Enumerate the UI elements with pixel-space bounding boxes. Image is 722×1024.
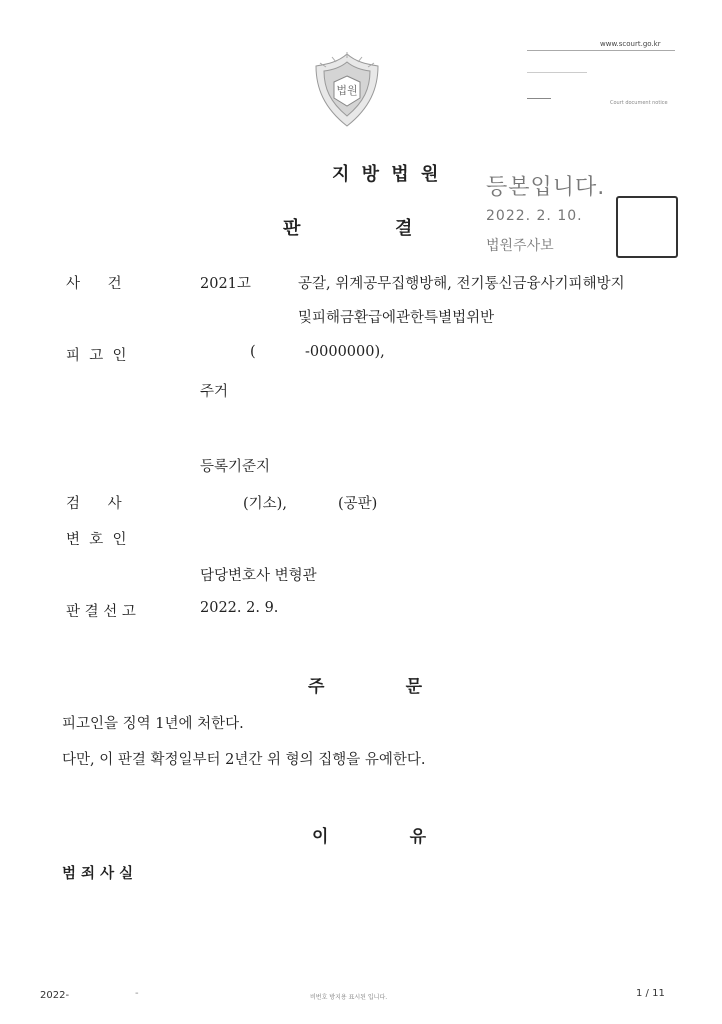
case-label: 사 건 — [66, 276, 122, 292]
court-emblem — [308, 48, 386, 132]
defendant-registry-label: 등록기준지 — [200, 459, 271, 475]
doc-title-left: 판 — [283, 218, 303, 239]
header-rule-1 — [527, 50, 675, 51]
court-emblem-icon — [308, 48, 386, 132]
prosecutor-role1: (기소), — [243, 496, 287, 512]
court-name: 지 방 법 원 — [332, 164, 442, 185]
footer-page: 1 / 11 — [636, 988, 665, 999]
defendant-id: -0000000), — [305, 344, 385, 360]
order-line2: 다만, 이 판결 확정일부터 2년간 위 형의 집행을 유예한다. — [62, 752, 426, 768]
case-number: 2021고 — [200, 276, 251, 292]
facts-heading: 범 죄 사 실 — [62, 865, 134, 882]
website-url: www.scourt.go.kr — [600, 40, 661, 48]
sentence-date-value: 2022. 2. 9. — [200, 600, 279, 616]
certification-seal-box — [616, 196, 678, 258]
order-heading: 주 문 — [308, 677, 425, 697]
footer-doc-number: 2022- — [40, 990, 70, 1001]
case-charges-line1: 공갈, 위계공무집행방해, 전기통신금융사기피해방지 — [298, 276, 625, 292]
order-line1: 피고인을 징역 1년에 처한다. — [62, 716, 244, 732]
header-rule-3 — [527, 98, 551, 99]
case-charges-line2: 및피해금환급에관한특별법위반 — [298, 310, 495, 326]
emblem-seal-text: 법원 — [336, 84, 358, 97]
header-rule-2 — [527, 72, 587, 73]
certification-officer: 법원주사보 — [486, 238, 554, 254]
reason-heading: 이 유 — [312, 827, 429, 847]
certification-date: 2022. 2. 10. — [486, 208, 583, 224]
footer-center-note: 비번호 방지용 표시된 입니다. — [310, 994, 388, 1001]
header-notice: Court document notice — [610, 100, 668, 106]
certification-title: 등본입니다. — [486, 175, 606, 200]
defendant-label: 피 고 인 — [66, 348, 127, 364]
defendant-address-label: 주거 — [200, 384, 229, 400]
sentence-date-label: 판 결 선 고 — [66, 604, 136, 620]
doc-title-right: 결 — [395, 218, 415, 239]
defendant-id-open: ( — [250, 344, 256, 360]
prosecutor-label: 검 사 — [66, 496, 122, 512]
footer-mark: - — [135, 988, 139, 999]
counsel-label: 변 호 인 — [66, 532, 127, 548]
counsel-detail: 담당변호사 변형관 — [200, 568, 317, 584]
prosecutor-role2: (공판) — [338, 496, 378, 512]
